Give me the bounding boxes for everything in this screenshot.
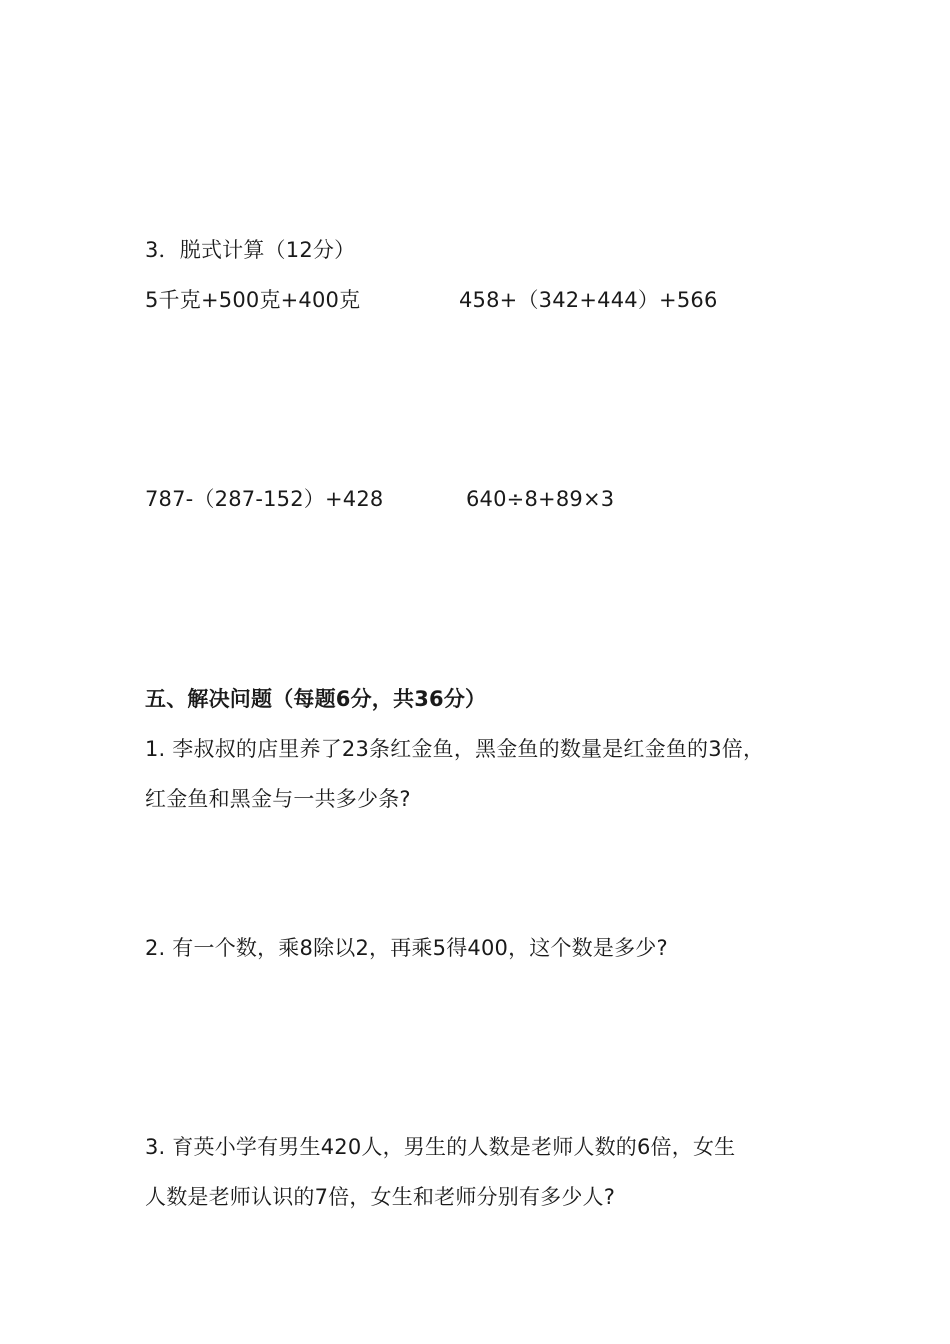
expression-4: 640÷8+89×3 (466, 487, 615, 511)
section-5-heading: 五、解决问题（每题6分，共36分） (145, 687, 487, 711)
problem-2-line-1: 2. 有一个数，乘8除以2，再乘5得400，这个数是多少? (145, 936, 668, 960)
problem-3-line-1: 3. 育英小学有男生420人，男生的人数是老师人数的6倍，女生 (145, 1135, 736, 1159)
section-3-heading: 3．脱式计算（12分） (145, 238, 356, 262)
problem-1-line-1: 1. 李叔叔的店里养了23条红金鱼，黑金鱼的数量是红金鱼的3倍， (145, 737, 765, 761)
expression-2: 458+（342+444）+566 (459, 288, 718, 312)
problem-1-line-2: 红金鱼和黑金与一共多少条? (145, 787, 411, 811)
expression-1: 5千克+500克+400克 (145, 288, 361, 312)
expression-3: 787-（287-152）+428 (145, 487, 384, 511)
problem-3-line-2: 人数是老师认识的7倍，女生和老师分别有多少人? (145, 1185, 616, 1209)
